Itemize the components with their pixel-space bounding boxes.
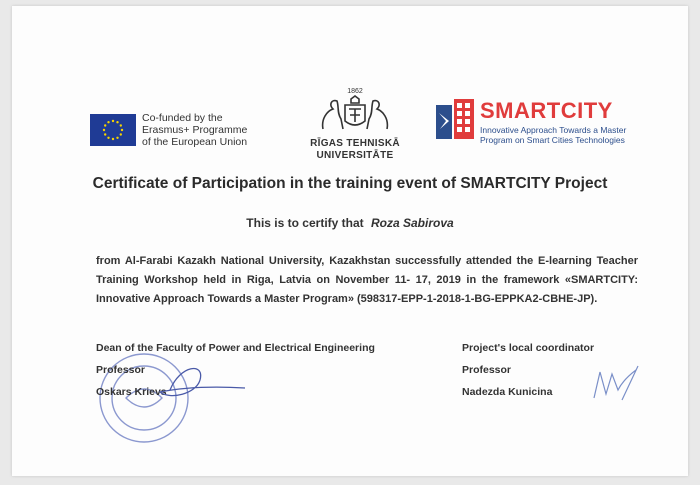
certificate-title: Certificate of Participation in the training event of SMARTCITY Project <box>92 175 608 192</box>
rtu-emblem-icon <box>315 95 395 133</box>
participant-name: Roza Sabirova <box>371 216 454 230</box>
left-signatory-name: Oskars Krievs <box>96 386 167 398</box>
handwritten-signature-left <box>150 360 250 410</box>
rtu-name-line2: UNIVERSITĀTE <box>316 150 394 161</box>
certify-line <box>0 216 700 230</box>
right-signatory-name: Nadezda Kunicina <box>462 386 553 398</box>
rtu-name-line1: RĪGAS TEHNISKĀ <box>310 138 400 149</box>
right-signatory-role: Project's local coordinator <box>462 342 595 354</box>
handwritten-signature-right <box>586 360 646 410</box>
left-signatory-role: Dean of the Faculty of Power and Electrical Engineering <box>96 342 375 354</box>
left-signatory-title: Professor <box>96 364 146 376</box>
eu-flag-icon <box>90 114 136 146</box>
certificate-body: from Al-Farabi Kazakh National University, Kazakhstan successfully attended the E-learning Teacher Training Workshop held in Riga, Latvia on November 11- 17, 2019 in the framework «SMARTCITY: Innovative Approach Towards a Master Program» (598317-EPP-1-2018-1-BG-EPPKA2-CBHE-JP). <box>96 255 638 305</box>
right-signatory-title: Professor <box>462 364 512 376</box>
smartcity-title: SMARTCITY <box>480 98 613 123</box>
rtu-logo <box>305 88 405 162</box>
smartcity-logo <box>436 99 626 145</box>
smartcity-subtitle: Innovative Approach Towards a Master Program on Smart Cities Technologies <box>480 125 627 145</box>
smartcity-building-icon <box>436 99 476 141</box>
signature-block-right <box>462 337 594 403</box>
eu-logo-text: Co-funded by the Erasmus+ Programme of the European Union <box>142 112 248 148</box>
eu-logo <box>90 112 247 148</box>
rtu-year: 1862 <box>347 88 363 95</box>
certify-prefix: This is to certify that <box>246 216 364 230</box>
